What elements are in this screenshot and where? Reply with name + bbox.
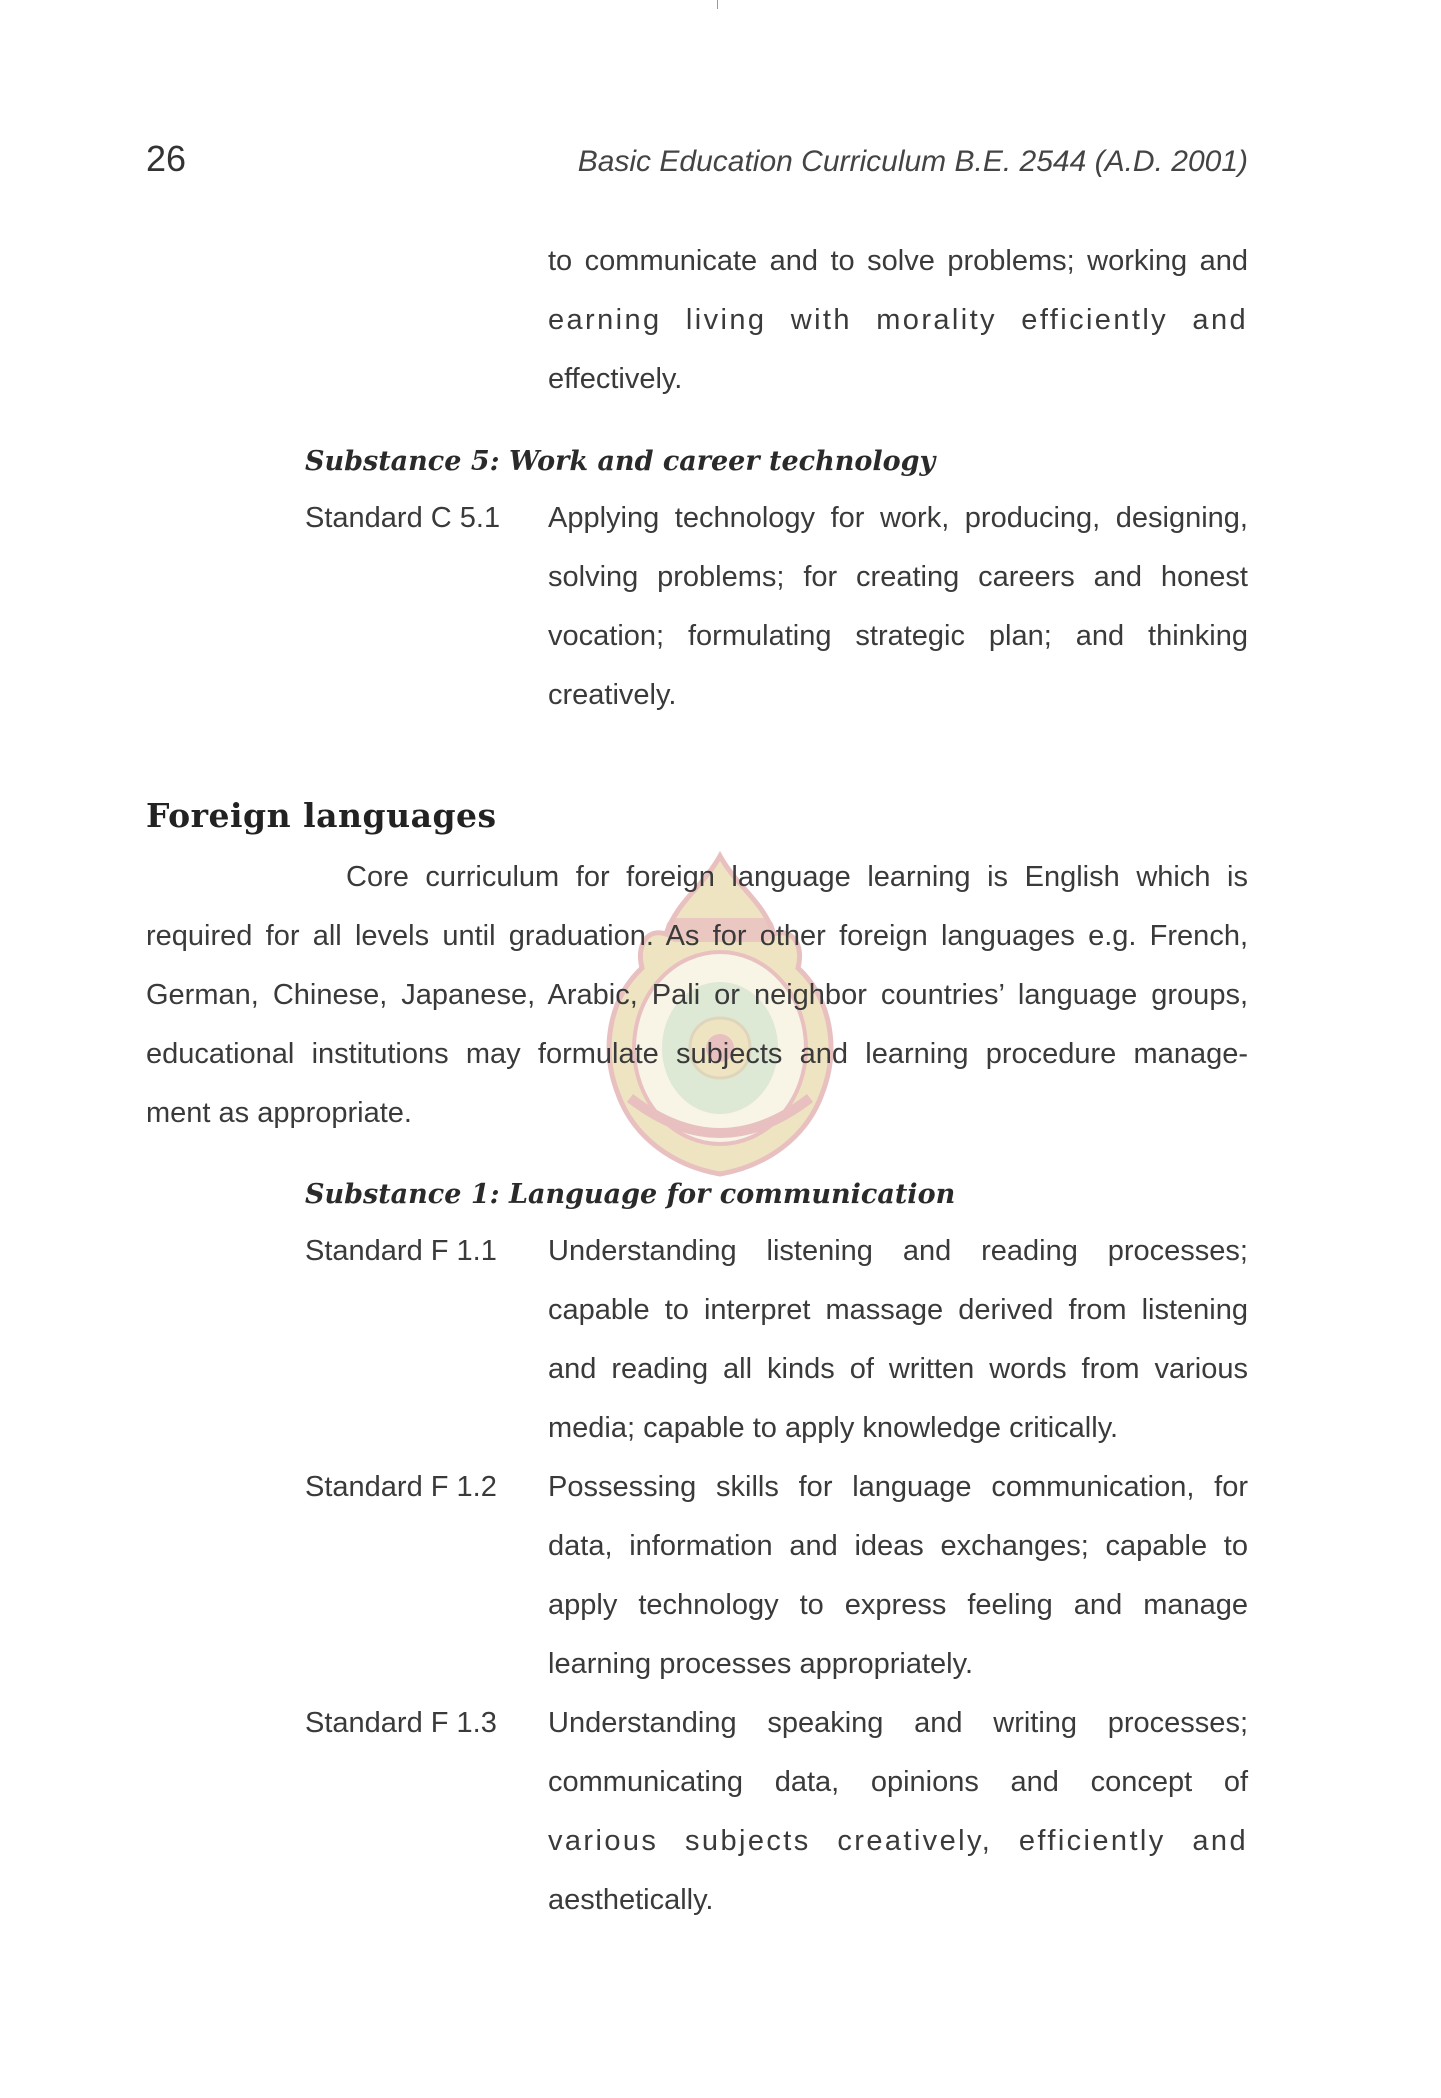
- page-number: 26: [146, 138, 187, 179]
- text-line: Understanding listening and reading processes;: [548, 1235, 1248, 1267]
- text-line: ment as appropriate.: [146, 1097, 412, 1129]
- page-top-tick: [717, 0, 718, 9]
- text-line: effectively.: [548, 363, 683, 395]
- text-line: aesthetically.: [548, 1884, 714, 1916]
- substance-1-heading: Substance 1: Language for communication: [305, 1179, 956, 1210]
- text-line: data, information and ideas exchanges; capable to: [548, 1530, 1248, 1562]
- text-line: various subjects creatively, efficiently and: [548, 1825, 1248, 1857]
- text-line: vocation; formulating strategic plan; and thinking: [548, 620, 1248, 652]
- standard-f-1-1: [305, 1222, 1248, 1458]
- standard-c-5-1: [305, 489, 1248, 725]
- standard-label: Standard C 5.1: [305, 502, 501, 534]
- standard-description: [548, 489, 1248, 725]
- standard-label: Standard F 1.3: [305, 1707, 497, 1739]
- text-line: German, Chinese, Japanese, Arabic, Pali or neighbor countries’ language groups,: [146, 979, 1248, 1011]
- text-line: earning living with morality efficiently and: [548, 304, 1248, 336]
- standard-f-1-2: [305, 1458, 1248, 1694]
- text-line: and reading all kinds of written words from various: [548, 1353, 1248, 1385]
- text-line: communicating data, opinions and concept of: [548, 1766, 1248, 1798]
- standard-label: Standard F 1.2: [305, 1471, 497, 1503]
- standard-description: [548, 1458, 1248, 1694]
- substance-5-heading: Substance 5: Work and career technology: [305, 446, 936, 477]
- foreign-languages-paragraph: [146, 848, 1248, 1143]
- text-line: media; capable to apply knowledge critically.: [548, 1412, 1119, 1444]
- text-line: learning processes appropriately.: [548, 1648, 974, 1680]
- text-line: educational institutions may formulate subjects and learning procedure manage-: [146, 1038, 1248, 1070]
- text-line: apply technology to express feeling and manage: [548, 1589, 1248, 1621]
- standard-label: Standard F 1.1: [305, 1235, 497, 1267]
- standard-f-1-3: [305, 1694, 1248, 1930]
- text-line: capable to interpret massage derived from listening: [548, 1294, 1248, 1326]
- continued-standard-text: [548, 232, 1248, 409]
- text-line: Possessing skills for language communication, for: [548, 1471, 1248, 1503]
- running-header-title: Basic Education Curriculum B.E. 2544 (A.D. 2001): [577, 145, 1248, 178]
- text-line: creatively.: [548, 679, 677, 711]
- text-line: Understanding speaking and writing processes;: [548, 1707, 1248, 1739]
- text-line: Core curriculum for foreign language learning is English which is: [346, 861, 1248, 893]
- text-line: to communicate and to solve problems; working and: [548, 245, 1248, 277]
- text-line: Applying technology for work, producing, designing,: [548, 502, 1248, 534]
- section-heading-foreign-languages: Foreign languages: [146, 796, 497, 835]
- standard-description: [548, 1222, 1248, 1458]
- standard-description: [548, 1694, 1248, 1930]
- text-line: solving problems; for creating careers and honest: [548, 561, 1248, 593]
- text-line: required for all levels until graduation. As for other foreign languages e.g. French,: [146, 920, 1248, 952]
